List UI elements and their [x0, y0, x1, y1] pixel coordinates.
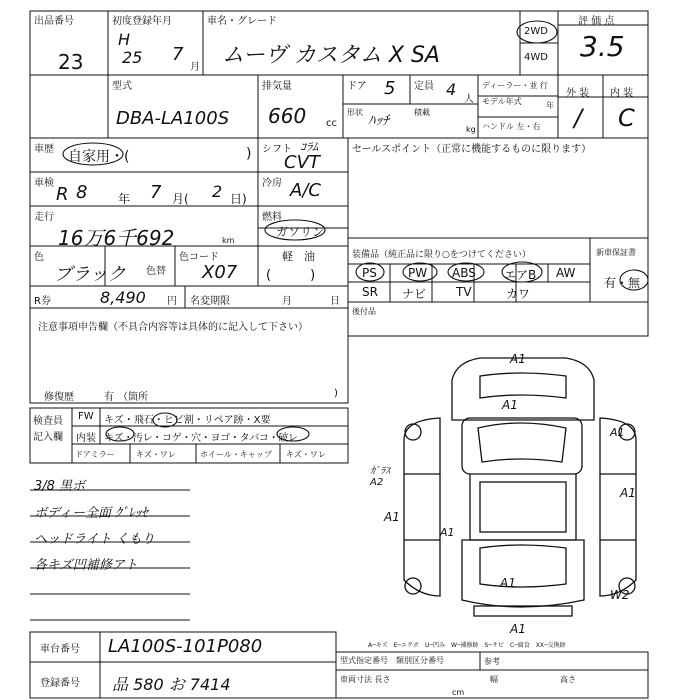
wheel-label: ホイール・キャップ	[200, 450, 272, 459]
exterior-label: 外 装	[566, 88, 590, 99]
color-label: 色	[34, 252, 44, 263]
lot-label: 出品番号	[34, 16, 74, 27]
fw-items: キズ・飛石・ヒビ割・リペア跡・X要	[104, 415, 271, 426]
damage-mark: A1	[384, 510, 400, 524]
reg-number: 品 580 お 7414	[112, 675, 231, 694]
month-word: 月(	[172, 192, 189, 206]
shape-value: ﾊｯﾁ	[368, 113, 389, 129]
handwritten-note-2: ボディー全面 ｸﾞﾚｯｾ	[34, 506, 148, 521]
handwritten-note-3: ヘッドライト くもり	[34, 532, 155, 547]
car-name: ムーヴ カスタム X SA	[222, 43, 440, 68]
first-reg-label: 初度登録年月	[112, 16, 172, 27]
fuel-alt: 軽 油	[282, 250, 315, 263]
reg-label: 登録番号	[40, 678, 80, 689]
month-label: 月	[282, 296, 292, 307]
capacity-value: 4	[446, 80, 457, 99]
equip-airbag: エアB	[504, 268, 537, 282]
equipment-label: 装備品（純正品に限り○をつけてください）	[352, 250, 531, 260]
name-label: 車名・グレード	[207, 16, 277, 27]
handle-label: ハンドル 左・右	[482, 122, 541, 131]
height-label: 高さ	[560, 675, 576, 684]
displacement-value: 660	[268, 104, 307, 128]
color-change-label: 色替	[146, 266, 166, 277]
shift-value-2: CVT	[284, 152, 320, 173]
history-close: )	[246, 146, 252, 162]
wheel-items: キズ・ワレ	[286, 450, 326, 459]
color-code-label: 色コード	[179, 252, 219, 263]
equip-leather: カワ	[506, 287, 531, 301]
capacity-label: 定員	[414, 81, 434, 92]
era-mark: H	[118, 30, 131, 49]
mileage-label: 走行	[34, 212, 54, 223]
capacity-unit: 人	[464, 94, 474, 105]
month-unit: 月	[190, 62, 200, 73]
equip-ps: PS	[362, 266, 377, 280]
cm-unit: cm	[452, 688, 465, 697]
legend-text-2: 型式指定番号 類別区分番号	[340, 656, 444, 665]
fuel-label: 燃料	[262, 212, 282, 223]
notes-label: 注意事項申告欄（不具合内容等は具体的に記入して下さい）	[38, 322, 308, 333]
interior-grade: C	[618, 104, 635, 132]
fuel-value: ガソリン	[276, 225, 325, 239]
equip-aw: AW	[556, 266, 576, 280]
displacement-unit: cc	[326, 118, 337, 129]
equip-pw: PW	[408, 266, 428, 280]
fuel-paren: ( )	[266, 268, 316, 283]
damage-mark: A1	[620, 486, 636, 500]
aircon-value: A/C	[290, 180, 321, 201]
handwritten-note-1: 3/8 黒ボ	[34, 479, 86, 494]
inspection-era: R	[56, 184, 69, 205]
shift-label: シフト	[262, 144, 292, 155]
equip-abs: ABS	[452, 266, 476, 280]
drive-4wd: 4WD	[524, 52, 548, 63]
year-word: 年	[118, 192, 131, 206]
legend-text: A─キズ E─エクボ U─凹み W─補修跡 S─サビ C─腐食 XX─交換跡	[368, 642, 566, 649]
inspection-month: 7	[150, 182, 162, 203]
drive-2wd: 2WD	[524, 26, 548, 37]
aircon-label: 冷房	[262, 178, 282, 189]
repair-close: )	[334, 388, 338, 399]
day-word: 日)	[230, 192, 247, 206]
damage-mark-w2: W2	[610, 588, 630, 602]
repair-value: 有	[104, 392, 114, 403]
exterior-grade: /	[574, 104, 583, 132]
color-value: ブラック	[54, 264, 126, 285]
first-reg-year: 25	[122, 48, 143, 67]
history-value: 自家用・(	[68, 149, 130, 165]
damage-mark: A1	[440, 526, 455, 539]
door-label: ドア	[347, 81, 367, 92]
mileage-value: 16万6千692	[58, 226, 175, 250]
handwritten-note-4: 各キズ凹補修アト	[34, 558, 138, 573]
shift-value-1: ｺﾗﾑ	[300, 140, 319, 154]
model-code: DBA-LA100S	[116, 108, 230, 129]
name-change-label: 名変期限	[190, 296, 230, 307]
mirror-items: キズ・ワレ	[136, 450, 176, 459]
damage-mark: A1	[510, 352, 526, 366]
model-year-label: モデル年式	[482, 97, 522, 106]
fw-label: FW	[78, 411, 94, 422]
score-value: 3.5	[580, 30, 625, 63]
chassis-number: LA100S-101P080	[108, 636, 263, 657]
dealer-label: ディーラー・並 行	[482, 81, 548, 90]
interior-label: 内 装	[610, 88, 634, 99]
equip-navi: ナビ	[402, 287, 427, 301]
damage-mark: A1	[610, 426, 625, 439]
equip-tv: TV	[456, 285, 472, 299]
damage-mark: A1	[500, 576, 516, 590]
damage-mark: A1	[502, 398, 518, 412]
score-label: 評 価 点	[578, 16, 615, 27]
interior-items: キズ・汚レ・コゲ・穴・ヨゴ・タバコ・破レ	[104, 433, 298, 444]
day-label: 日	[330, 296, 340, 307]
lot-number: 23	[58, 50, 84, 74]
glass-mark: ｶﾞﾗｽ A2	[370, 466, 390, 488]
inspector-label-2: 記入欄	[33, 432, 63, 443]
recycle-label: R券	[34, 296, 51, 307]
mirror-label: ドアミラー	[75, 450, 115, 459]
recycle-value: 8,490	[100, 288, 146, 307]
sales-point-label: セールスポイント（正常に機能するものに限ります）	[352, 144, 592, 155]
warranty-value: 有・無	[604, 276, 641, 290]
repair-label: 修復歴	[44, 392, 74, 403]
year-unit: 年	[546, 101, 554, 110]
chassis-label: 車台番号	[40, 644, 80, 655]
inspector-label-1: 検査員	[33, 416, 63, 427]
car-diagram	[404, 358, 636, 616]
load-unit: kg	[466, 125, 476, 134]
width-label: 幅	[490, 675, 498, 684]
color-code: X07	[202, 262, 238, 283]
km-unit: km	[222, 236, 235, 245]
damage-mark: A1	[510, 622, 526, 636]
load-label: 積載	[414, 108, 430, 117]
interior-inspect-label: 内装	[76, 433, 96, 444]
inspection-year: 8	[76, 182, 88, 203]
repair-location: （箇所	[118, 392, 148, 403]
inspection-label: 車検	[34, 178, 54, 189]
first-reg-month: 7	[172, 44, 184, 65]
after-market-label: 後付品	[352, 307, 376, 316]
ref-label: 参考	[484, 657, 500, 666]
history-label: 車歴	[34, 144, 54, 155]
size-label: 車両寸法 長さ	[340, 675, 391, 684]
yen-unit: 円	[167, 296, 177, 307]
displacement-label: 排気量	[262, 81, 292, 92]
model-label: 型式	[112, 81, 132, 92]
equip-sr: SR	[362, 285, 378, 299]
new-car-warranty-label: 新車保証書	[596, 248, 636, 257]
inspection-day: 2	[212, 182, 223, 201]
doors-value: 5	[384, 78, 396, 99]
shape-label: 形状	[347, 108, 363, 117]
